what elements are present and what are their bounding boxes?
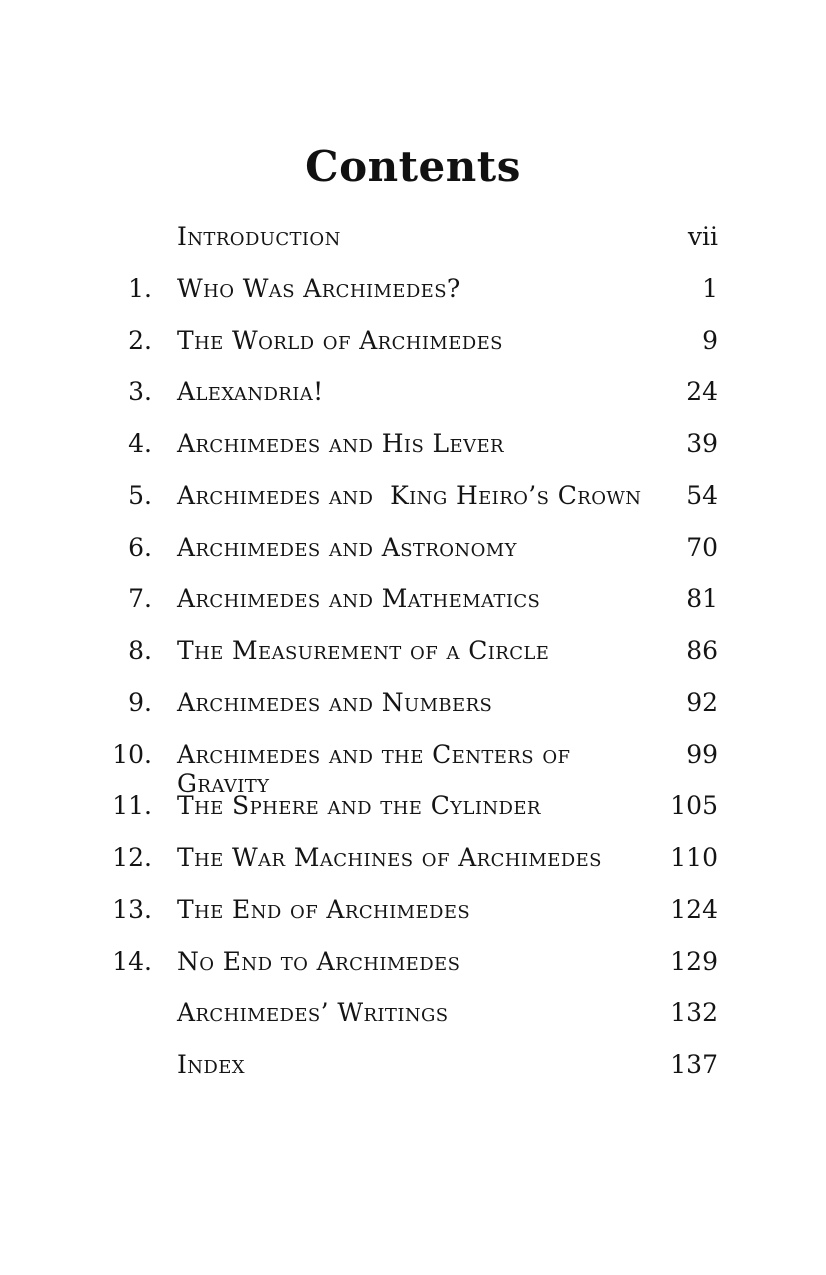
entry-number: 10.	[112, 739, 152, 769]
entry-number: 8.	[128, 636, 152, 665]
entry-number: 13.	[112, 894, 152, 924]
toc-entry	[80, 843, 718, 895]
toc-entry	[80, 998, 718, 1050]
entry-page: 110	[670, 843, 718, 872]
entry-title: Archimedes and His Lever	[177, 429, 504, 458]
entry-title: Index	[177, 1050, 246, 1079]
entry-title: Alexandria!	[177, 377, 324, 407]
entry-title: Archimedes’ Writings	[177, 998, 449, 1028]
entry-page: 137	[670, 1050, 718, 1079]
entry-page: vii	[687, 222, 718, 251]
toc-entry	[80, 481, 718, 533]
entry-page: 99	[686, 739, 718, 769]
entry-page: 1	[702, 273, 718, 303]
toc-entry	[80, 274, 718, 326]
entry-number: 6.	[128, 532, 152, 562]
toc-list	[80, 222, 718, 1102]
entry-page: 39	[686, 429, 718, 458]
toc-entry	[80, 895, 718, 947]
entry-title: The Sphere and the Cylinder	[177, 791, 541, 821]
entry-title: The Measurement of a Circle	[177, 636, 550, 665]
entry-title: The End of Archimedes	[177, 894, 471, 924]
entry-number: 2.	[128, 325, 152, 355]
page-title: Contents	[305, 142, 521, 191]
entry-page: 132	[670, 998, 718, 1028]
entry-number: 14.	[112, 946, 152, 976]
toc-entry	[80, 739, 718, 798]
entry-number: 4.	[128, 429, 152, 458]
entry-title: Archimedes and Astronomy	[177, 532, 517, 562]
toc-entry	[80, 326, 718, 378]
toc-entry	[80, 533, 718, 585]
entry-page: 54	[686, 480, 718, 510]
entry-page: 124	[670, 894, 718, 924]
entry-number: 9.	[128, 687, 152, 717]
entry-number: 1.	[128, 273, 152, 303]
entry-number: 11.	[112, 791, 152, 821]
toc-entry	[80, 947, 718, 999]
entry-page: 129	[670, 946, 718, 976]
entry-page: 9	[702, 325, 718, 355]
toc-entry	[80, 584, 718, 636]
toc-entry	[80, 429, 718, 481]
entry-number: 5.	[128, 480, 152, 510]
entry-number: 7.	[128, 584, 152, 614]
entry-page: 24	[686, 377, 718, 407]
entry-title: No End to Archimedes	[177, 946, 461, 976]
entry-title: Archimedes and the Centers of Gravity	[177, 739, 579, 798]
entry-page: 92	[686, 687, 718, 717]
entry-page: 70	[686, 532, 718, 562]
entry-title: Archimedes and Mathematics	[177, 584, 541, 614]
entry-title: Archimedes and Numbers	[177, 687, 493, 717]
entry-title: Who Was Archimedes?	[177, 273, 461, 303]
toc-entry	[80, 791, 718, 843]
toc-entry	[80, 1050, 718, 1102]
toc-entry	[80, 377, 718, 429]
entry-number: 3.	[128, 377, 152, 407]
entry-title: Archimedes and King Heiro’s Crown	[177, 480, 642, 510]
toc-entry	[80, 636, 718, 688]
entry-page: 105	[670, 791, 718, 821]
toc-entry	[80, 222, 718, 274]
entry-title: The War Machines of Archimedes	[177, 843, 602, 872]
entry-title: Introduction	[177, 222, 341, 251]
entry-page: 86	[686, 636, 718, 665]
toc-entry	[80, 688, 718, 740]
entry-page: 81	[686, 584, 718, 614]
entry-number: 12.	[112, 843, 152, 872]
entry-title: The World of Archimedes	[177, 325, 503, 355]
